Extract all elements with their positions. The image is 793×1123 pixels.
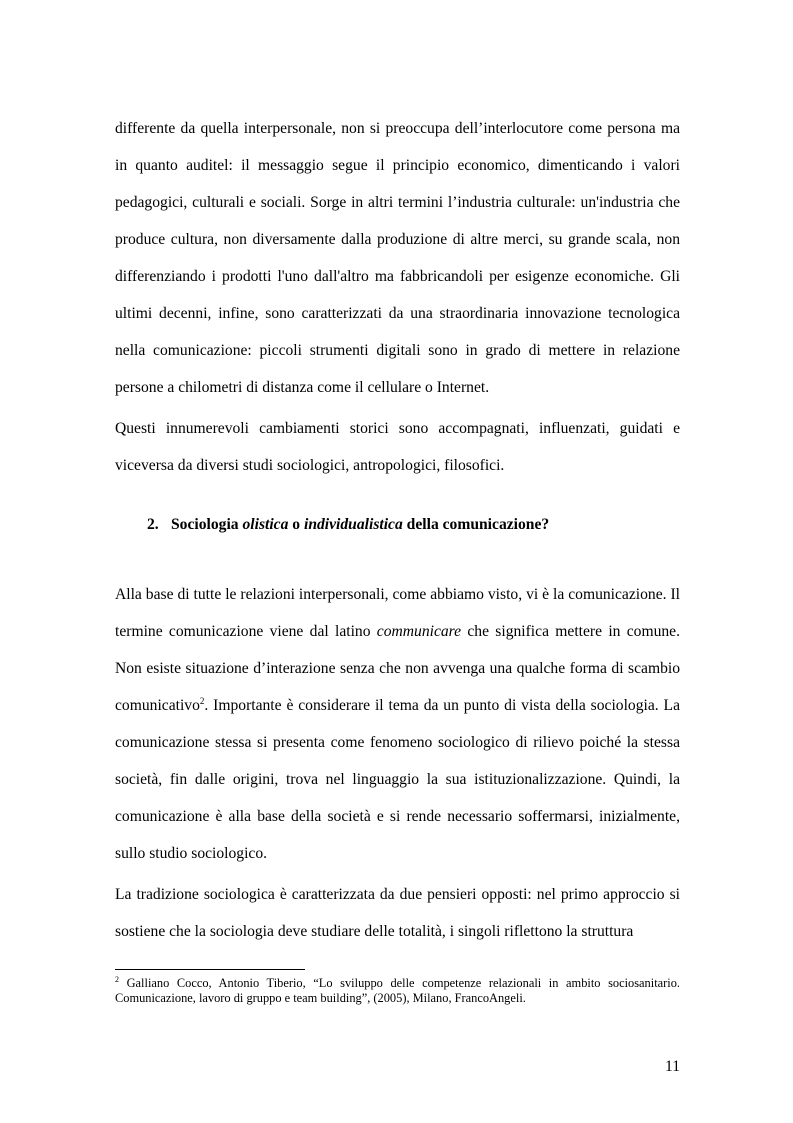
footnote-marker: 2 [115,974,119,984]
heading-text-3: della comunicazione? [402,516,550,533]
paragraph-comunicazione [115,576,680,872]
p3-italic-communicare: communicare [376,623,462,640]
heading-italic-individualistica: individualistica [304,516,403,533]
footnote-text: Galliano Cocco, Antonio Tiberio, “Lo sviluppo delle competenze relazionali in ambito sociosanitario. Comunicazione, lavoro di gruppo e team building”, (2005), Milano, FrancoAngeli. [115,976,680,1005]
heading-text-2: o [288,516,304,533]
section-heading [115,506,680,543]
paragraph-cambiamenti-storici: Questi innumerevoli cambiamenti storici sono accompagnati, influenzati, guidati e viceversa da diversi studi sociologici, antropologici, filosofici. [115,420,680,474]
paragraph-tradizione-sociologica: La tradizione sociologica è caratterizzata da due pensieri opposti: nel primo approccio si sostiene che la sociologia deve studiare delle totalità, i singoli riflettono la struttura [115,886,680,940]
footnote-reference[interactable]: 2 [199,695,205,706]
heading-text-1: Sociologia [171,516,243,533]
paragraph-industria-culturale: differente da quella interpersonale, non si preoccupa dell’interlocutore come persona ma in quanto auditel: il messaggio segue il principio economico, dimenticando i valori pedagogici, culturali e sociali. Sorge in altri termini l’industria culturale: un'industria che produce cultura, non diversamente dalla produzione di altre merci, su grande scala, non differenziando i prodotti l'uno dall'altro ma fabbricandoli per esigenze economiche. Gli ultimi decenni, infine, sono caratterizzati da una straordinaria innovazione tecnologica nella comunicazione: piccoli strumenti digitali sono in grado di mettere in relazione persone a chilometri di distanza come il cellulare o Internet. [115,120,680,396]
p3-text-c: . Importante è considerare il tema da un punto di vista della sociologia. La comunicazione stessa si presenta come fenomeno sociologico di rilievo poiché la stessa società, fin dalle origini, trova nel linguaggio la sua istituzionalizzazione. Quindi, la comunicazione è alla base della società e si rende necessario soffermarsi, inizialmente, sullo studio sociologico. [115,697,680,862]
footnote-divider [115,969,305,970]
p3-text-a: Alla base di tutte le relazioni interpersonali, come abbiamo visto, vi è la comunicazione. Il termine comunicazione viene dal latino [115,586,680,640]
section-number: 2. [147,516,159,533]
p3-text-b: che significa mettere in comune. Non esiste situazione d’interazione senza che non avvenga una qualche forma di scambio comunicativo [115,623,680,714]
page-number: 11 [664,1058,680,1075]
footnote [115,976,680,1006]
page-body [115,110,680,950]
heading-italic-olistica: olistica [242,516,289,533]
